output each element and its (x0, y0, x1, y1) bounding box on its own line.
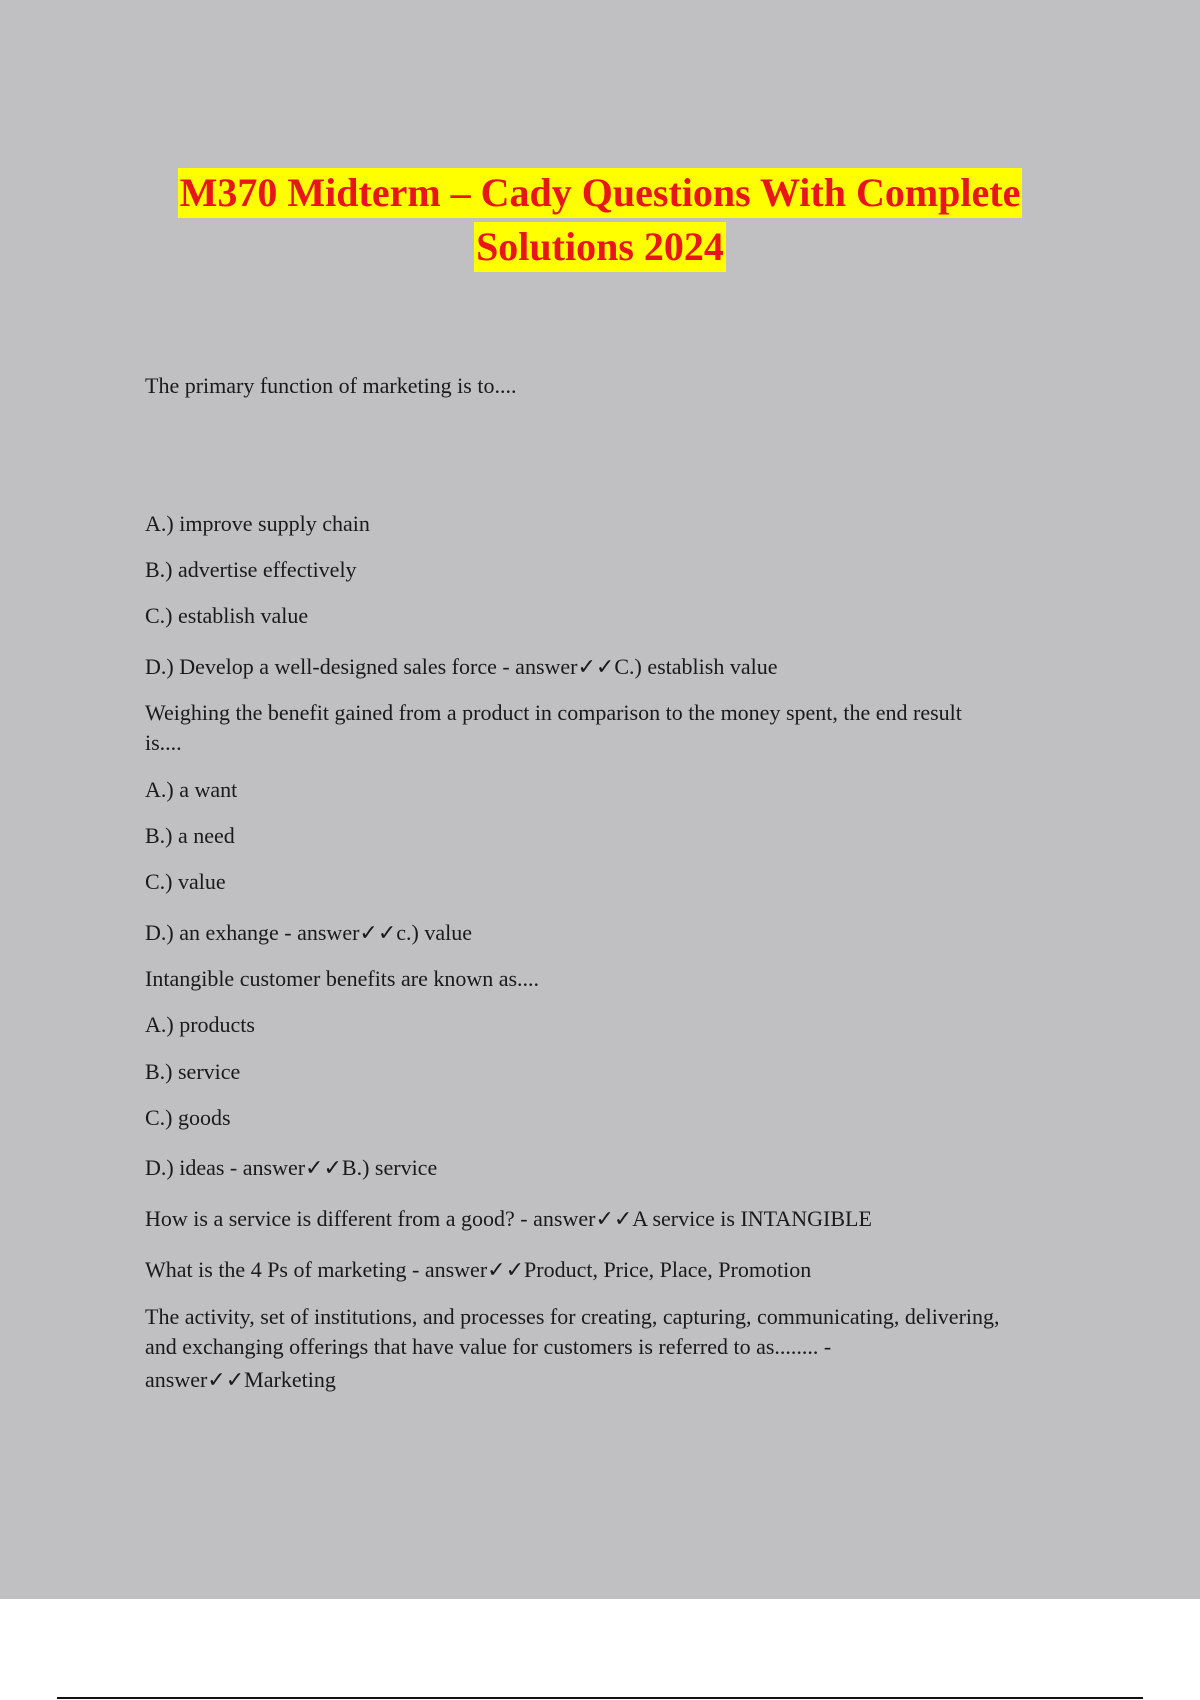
question-3-option-b: B.) service (145, 1059, 241, 1084)
title-line-2: Solutions 2024 (474, 222, 726, 272)
question-1-option-a: A.) improve supply chain (145, 511, 370, 536)
question-2-option-b: B.) a need (145, 823, 235, 848)
question-2-option-d-answer: D.) an exhange - answer✓✓c.) value (145, 920, 473, 945)
question-3-text: Intangible customer benefits are known as.... (145, 966, 540, 991)
question-2-option-a: A.) a want (145, 777, 238, 802)
question-3-option-d-answer: D.) ideas - answer✓✓B.) service (145, 1155, 438, 1180)
question-6-text-line-1: The activity, set of institutions, and processes for creating, capturing, communicating, delivering, (145, 1304, 1000, 1329)
question-5-with-answer: What is the 4 Ps of marketing - answer✓✓Product, Price, Place, Promotion (145, 1257, 812, 1282)
question-4-with-answer: How is a service is different from a good? - answer✓✓A service is INTANGIBLE (145, 1206, 872, 1231)
question-2-option-c: C.) value (145, 869, 226, 894)
document-title (0, 168, 1200, 276)
footer-divider (57, 1697, 1143, 1699)
question-6-text-line-2: and exchanging offerings that have value for customers is referred to as........ - (145, 1334, 832, 1359)
question-1-option-d-answer: D.) Develop a well-designed sales force - answer✓✓C.) establish value (145, 654, 778, 679)
question-1-option-c: C.) establish value (145, 603, 309, 628)
question-1-option-b: B.) advertise effectively (145, 557, 357, 582)
question-2-text-line-2: is.... (145, 730, 182, 755)
question-2-text-line-1: Weighing the benefit gained from a product in comparison to the money spent, the end result (145, 700, 962, 725)
title-line-1: M370 Midterm – Cady Questions With Complete (178, 168, 1023, 218)
question-1-text: The primary function of marketing is to.... (145, 373, 517, 398)
question-6-answer: answer✓✓Marketing (145, 1367, 336, 1392)
question-3-option-a: A.) products (145, 1012, 255, 1037)
question-3-option-c: C.) goods (145, 1105, 231, 1130)
